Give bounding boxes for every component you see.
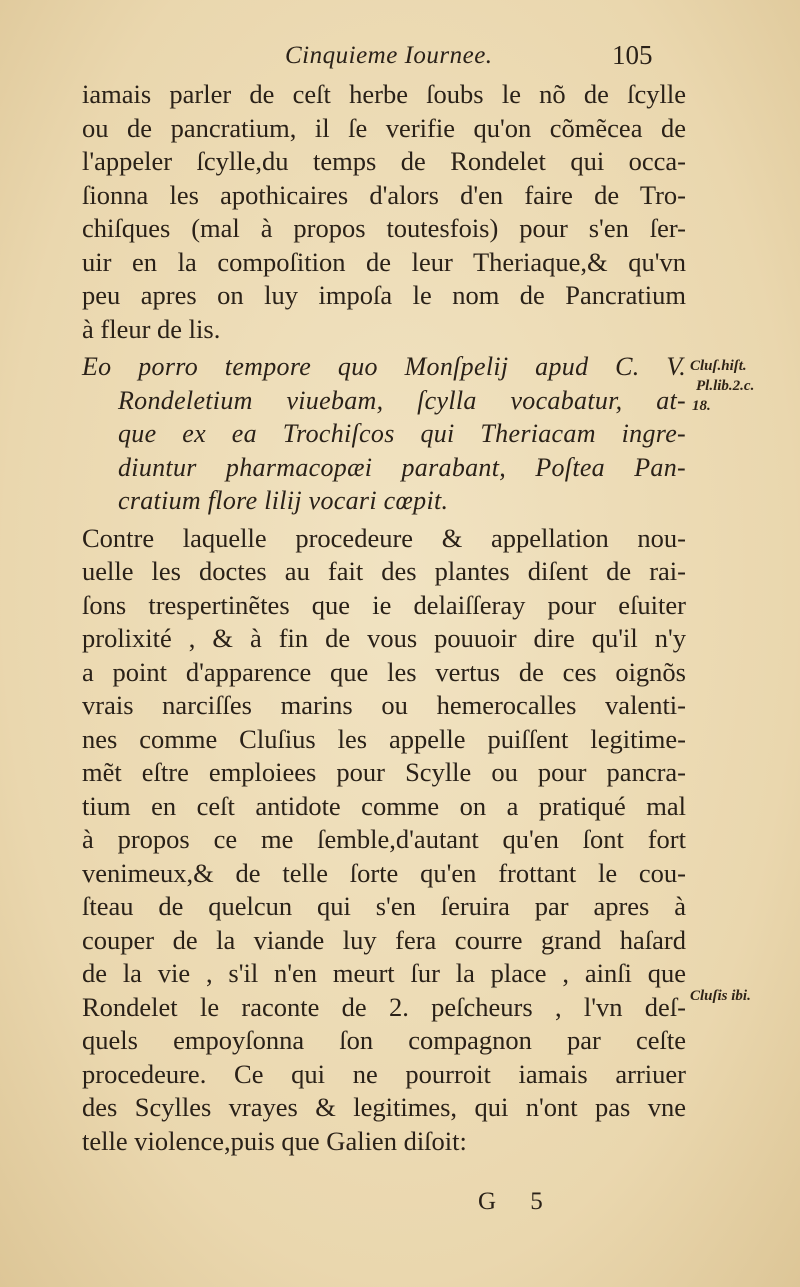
- catchword-signature: G 5: [478, 1188, 557, 1215]
- text-line: iamais parler de ceſt herbe ſoubs le nõ de ſcylle: [82, 79, 686, 109]
- text-line: tium en ceſt antidote comme on a pratiqué mal: [82, 790, 686, 821]
- text-line: chiſques (mal à propos toutesfois) pour s'en ſer-: [82, 213, 686, 243]
- text-line: Rondelet le raconte de 2. peſcheurs , l'vn deſ-: [82, 991, 686, 1022]
- margin-note: Cluſis ibi.: [690, 988, 751, 1004]
- text-line: uelle les doctes au fait des plantes diſent de rai-: [82, 556, 686, 586]
- text-line: vrais narciſſes marins ou hemerocalles valenti-: [82, 690, 686, 720]
- text-line: uir en la compoſition de leur Theriaque,& qu'vn: [82, 246, 686, 277]
- margin-note: Pl.lib.2.c.: [696, 378, 755, 394]
- quote-line: diuntur pharmacopæi parabant, Poſtea Pan-: [118, 452, 686, 482]
- quote-line: Eo porro tempore quo Monſpelij apud C. V.: [82, 352, 686, 381]
- quote-line: cratium flore lilij vocari cœpit.: [118, 486, 449, 515]
- text-line: a point d'apparence que les vertus de ces oignõs: [82, 656, 686, 687]
- text-line: prolixité , & à fin de vous pouuoir dire qu'il n'y: [82, 623, 686, 653]
- text-line: des Scylles vrayes & legitimes, qui n'ont pas vne: [82, 1092, 686, 1122]
- paragraph-2: [82, 522, 686, 1159]
- text-line: ſons trespertinẽtes que ie delaiſſeray pour eſuiter: [82, 589, 686, 620]
- body-text: [82, 78, 686, 1158]
- text-line: ſionna les apothicaires d'alors d'en faire de Tro-: [82, 179, 686, 210]
- text-line: venimeux,& de telle ſorte qu'en frottant le cou-: [82, 857, 686, 888]
- page-header: [0, 40, 800, 80]
- quote-line: que ex ea Trochiſcos qui Theriacam ingre-: [118, 419, 686, 448]
- text-line: mẽt eſtre emploiees pour Scylle ou pour pancra-: [82, 757, 686, 787]
- text-line: procedeure. Ce qui ne pourroit iamais arriuer: [82, 1058, 686, 1089]
- text-line: quels empoyſonna ſon compagnon par ceſte: [82, 1025, 686, 1055]
- text-line: de la vie , s'il n'en meurt ſur la place , ainſi que: [82, 958, 686, 988]
- latin-quotation: [82, 350, 686, 518]
- margin-note: 18.: [692, 398, 711, 414]
- text-line: nes comme Cluſius les appelle puiſſent legitime-: [82, 723, 686, 754]
- text-line: peu apres on luy impoſa le nom de Pancratium: [82, 280, 686, 310]
- text-line: ſteau de quelcun qui s'en ſeruira par apres à: [82, 891, 686, 921]
- text-line: telle violence,puis que Galien diſoit:: [82, 1125, 467, 1156]
- text-line: Contre laquelle procedeure & appellation nou-: [82, 522, 686, 553]
- quote-line: Rondeletium viuebam, ſcylla vocabatur, at-: [118, 385, 686, 415]
- text-line: à propos ce me ſemble,d'autant qu'en ſont fort: [82, 824, 686, 854]
- text-line: couper de la viande luy fera courre grand haſard: [82, 924, 686, 955]
- page-number: 105: [612, 40, 653, 70]
- margin-note: Cluſ.hiſt.: [690, 358, 747, 374]
- text-line: ou de pancratium, il ſe verifie qu'on cõmẽcea de: [82, 112, 686, 143]
- text-line: à fleur de lis.: [82, 313, 221, 344]
- text-line: l'appeler ſcylle,du temps de Rondelet qui occa-: [82, 146, 686, 176]
- paragraph-1: [82, 78, 686, 346]
- running-title: Cinquieme Iournee.: [285, 42, 493, 69]
